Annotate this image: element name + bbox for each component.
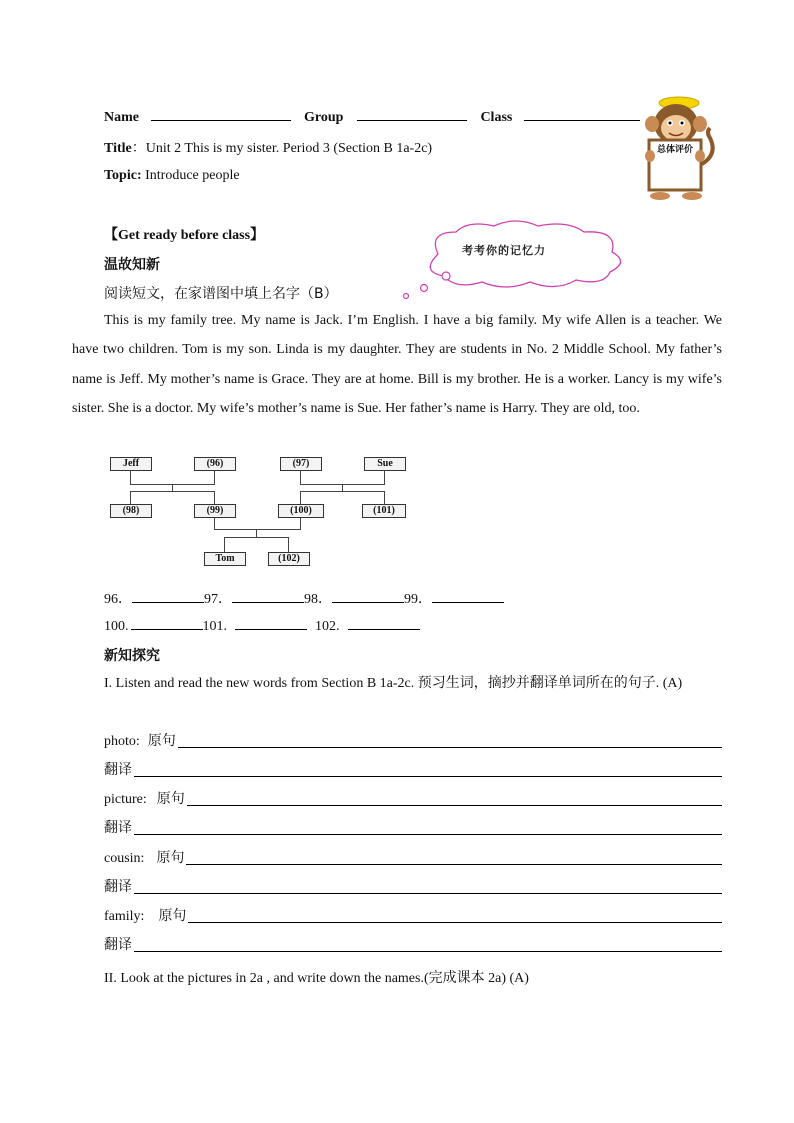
answer-row-1 [104, 588, 504, 608]
translation-label: 翻译 [104, 820, 132, 836]
tree-node-tom: Tom [204, 552, 246, 566]
tree-node-sue: Sue [364, 457, 406, 471]
answer-row-2 [104, 617, 420, 635]
translation-row-family [104, 934, 722, 954]
translation-row-cousin [104, 876, 722, 896]
translation-field[interactable] [134, 892, 722, 894]
subheading-new-knowledge: 新知探究 [104, 648, 160, 664]
answer-label-97: 97． [204, 592, 232, 607]
vocab-row-picture [104, 788, 722, 808]
answer-field-96[interactable] [132, 590, 204, 603]
subheading-review: 温故知新 [104, 257, 160, 273]
vocab-word-family: family: [104, 909, 145, 924]
tree-node-96[interactable]: (96) [194, 457, 236, 471]
answer-field-102[interactable] [348, 617, 420, 630]
title-label: Title [104, 141, 132, 156]
original-sentence-label: 原句 [156, 850, 185, 866]
answer-label-99: 99． [404, 592, 432, 607]
original-sentence-field[interactable] [186, 863, 722, 865]
original-sentence-label: 原句 [156, 791, 185, 807]
badge-text: 总体评价 [656, 145, 693, 155]
vocab-instruction [72, 669, 722, 698]
vocab-row-cousin [104, 847, 722, 867]
topic-row [104, 168, 240, 184]
answer-field-98[interactable] [332, 590, 404, 603]
tree-node-102[interactable]: (102) [268, 552, 310, 566]
answer-label-101: 101. [202, 619, 227, 634]
topic-value: Introduce people [145, 168, 240, 183]
translation-label: 翻译 [104, 937, 132, 953]
reading-passage [72, 306, 722, 424]
tree-node-97[interactable]: (97) [280, 457, 322, 471]
title-value: Unit 2 This is my sister. Period 3 (Section B 1a-2c) [145, 141, 433, 156]
cloud-icon [398, 218, 634, 300]
answer-label-102: 102. [315, 619, 340, 634]
class-label: Class [480, 110, 513, 125]
tree-node-jeff: Jeff [110, 457, 152, 471]
name-row [104, 108, 640, 126]
section-heading-get-ready: 【Get ready before class】 [104, 228, 265, 243]
original-sentence-label: 原句 [158, 908, 187, 924]
translation-row-picture [104, 817, 722, 837]
original-sentence-label: 原句 [147, 733, 176, 749]
original-sentence-field[interactable] [188, 921, 722, 923]
translation-label: 翻译 [104, 879, 132, 895]
tree-node-98[interactable]: (98) [110, 504, 152, 518]
family-tree [104, 454, 414, 570]
class-field[interactable] [524, 108, 640, 121]
tree-node-99[interactable]: (99) [194, 504, 236, 518]
title-row [104, 137, 432, 157]
answer-field-99[interactable] [432, 590, 504, 603]
translation-row-photo [104, 759, 722, 779]
title-sep: ： [131, 141, 146, 156]
vocab-instruction-text: I. Listen and read the new words from Section B 1a-2c. 预习生词，摘抄并翻译单词所在的句子. (A) [104, 676, 683, 691]
thought-cloud [398, 218, 634, 300]
vocab-row-photo [104, 730, 722, 750]
vocab-row-family [104, 905, 722, 925]
translation-field[interactable] [134, 950, 722, 952]
vocab-word-cousin: cousin: [104, 851, 145, 866]
passage-text: This is my family tree. My name is Jack. I’m English. I have a big family. My wife Allen is a teacher. We have two children. Tom is my son. Linda is my daughter. They are students in No. 2 Middle School. My father’s name is Jeff. My mother’s name is Grace. They are at home. Bill is my brother. He is a worker. Lancy is my wife’s sister. She is a doctor. My wife’s mother’s name is Sue. Her father’s name is Harry. They are old, too. [72, 313, 722, 417]
tree-node-100[interactable]: (100) [278, 504, 324, 518]
pictures-instruction: II. Look at the pictures in 2a , and write down the names.(完成课本 2a) (A) [104, 971, 529, 986]
group-field[interactable] [357, 108, 467, 121]
translation-label: 翻译 [104, 762, 132, 778]
monkey-evaluation-badge [636, 94, 722, 202]
tree-node-101[interactable]: (101) [362, 504, 406, 518]
translation-field[interactable] [134, 833, 722, 835]
translation-field[interactable] [134, 775, 722, 777]
cloud-text: 考考你的记忆力 [462, 244, 546, 257]
name-label: Name [104, 110, 139, 125]
vocab-word-photo: photo: [104, 734, 140, 749]
topic-label: Topic: [104, 168, 142, 183]
answer-label-98: 98． [304, 592, 332, 607]
answer-field-101[interactable] [235, 617, 307, 630]
reading-instruction: 阅读短文，在家谱图中填上名字（B） [104, 286, 338, 302]
vocab-word-picture: picture: [104, 792, 147, 807]
original-sentence-field[interactable] [178, 746, 722, 748]
original-sentence-field[interactable] [187, 804, 722, 806]
answer-field-100[interactable] [131, 617, 203, 630]
name-field[interactable] [151, 108, 291, 121]
answer-label-96: 96． [104, 592, 132, 607]
group-label: Group [304, 110, 344, 125]
answer-field-97[interactable] [232, 590, 304, 603]
answer-label-100: 100. [104, 619, 129, 634]
